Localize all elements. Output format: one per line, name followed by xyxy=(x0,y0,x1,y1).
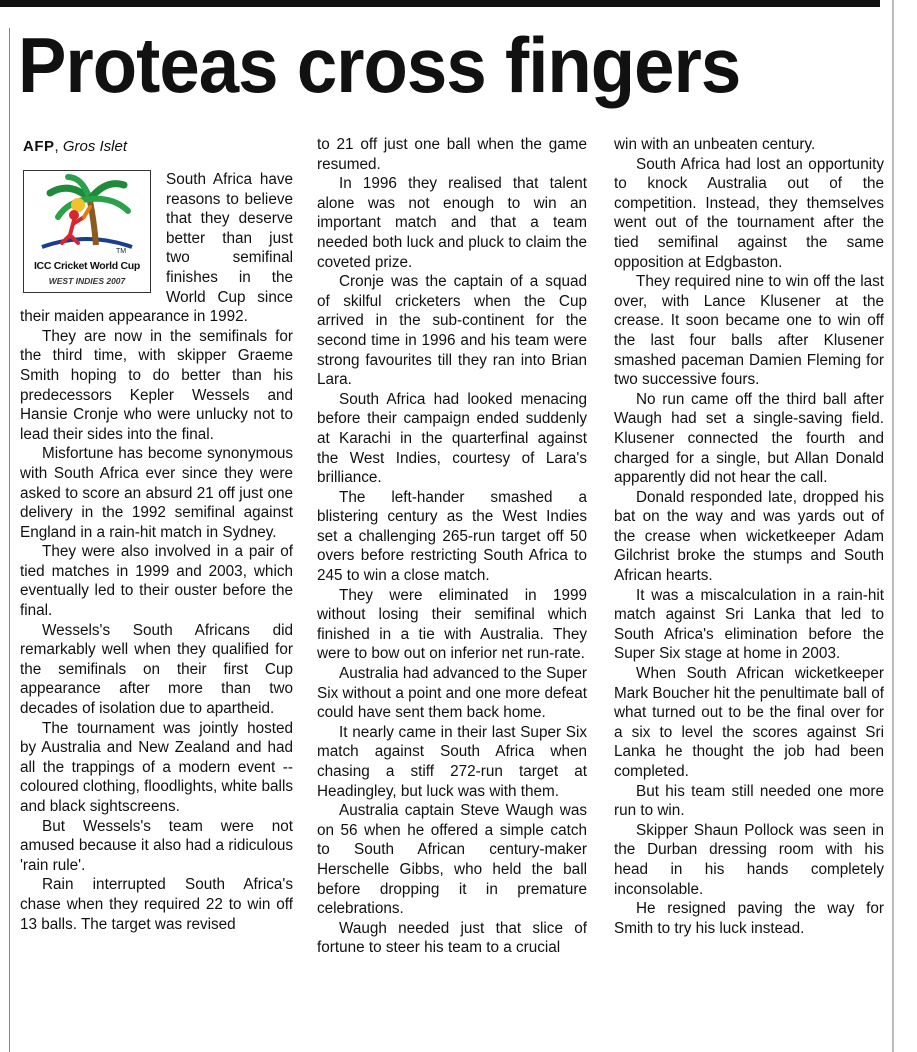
paragraph: They were eliminated in 1999 without losing their semifinal which finished in a tie with Australia. They were to bow out on inferior net run-rate. xyxy=(317,586,587,663)
paragraph: South Africa had looked menacing before their campaign ended suddenly at Karachi in the quarterfinal against the West Indies, courtesy of Lara's brilliance. xyxy=(317,390,587,487)
world-cup-logo xyxy=(23,170,151,293)
paragraph: Australia captain Steve Waugh was on 56 when he offered a simple catch to South African century-maker Herschelle Gibbs, who held the ball before dropping it in premature celebrations. xyxy=(317,802,587,918)
paragraph: Wessels's South Africans did remarkably well when they qualified for the semifinals on their first Cup appearance after more than two decades of isolation due to apartheid. xyxy=(20,621,293,718)
trademark-mark: TM xyxy=(116,248,127,255)
byline-place: Gros Islet xyxy=(62,138,128,155)
paragraph: Donald responded late, dropped his bat on the way and was yards out of the crease when wicketkeeper Adam Gilchrist broke the stumps and South African hearts. xyxy=(614,488,884,585)
paragraph: The left-hander smashed a blistering century as the West Indies set a challenging 265-run target off 50 overs before restricting South Africa to 245 to win a close match. xyxy=(317,488,587,585)
paragraph: Australia had advanced to the Super Six without a point and one more defeat could have sent them back home. xyxy=(317,665,587,722)
headline: Proteas cross fingers xyxy=(18,21,741,109)
paragraph: When South African wicketkeeper Mark Boucher hit the penultimate ball of what turned out to be the final over for a six to level the scores against Sri Lanka he thought the job had been completed. xyxy=(614,665,884,780)
paragraph: Misfortune has become synonymous with South Africa ever since they were asked to score an absurd 21 off just one delivery in the 1992 semifinal against England in a rain-hit match in Sydney. xyxy=(20,445,293,541)
palm-tree-batsman-icon xyxy=(24,171,150,257)
paragraph: It nearly came in their last Super Six match against South Africa when chasing a stiff 272-run target at Headingley, but luck was with them. xyxy=(317,723,587,800)
paragraph: But Wessels's team were not amused because it also had a ridiculous 'rain rule'. xyxy=(20,817,293,874)
paragraph: But his team still needed one more run to win. xyxy=(614,782,884,820)
paragraph: He resigned paving the way for Smith to try his luck instead. xyxy=(614,900,884,937)
paragraph: Waugh needed just that slice of fortune to steer his team to a crucial xyxy=(317,919,587,957)
article-column-2 xyxy=(317,135,587,1052)
paragraph: In 1996 they realised that talent alone was not enough to win an important match and that a team needed both luck and pluck to claim the coveted prize. xyxy=(317,175,587,271)
paragraph: No run came off the third ball after Waugh had set a single-saving field. Klusener connected the fourth and charged for a single, but Allan Donald apparently did not hear the call. xyxy=(614,390,884,487)
article-column-3 xyxy=(614,135,884,1052)
paragraph: They were also involved in a pair of tied matches in 1999 and 2003, which eventually led to their ouster before the final. xyxy=(20,543,293,620)
left-column-rule xyxy=(9,28,10,1052)
paragraph: Rain interrupted South Africa's chase when they required 22 to win off 13 balls. The target was revised xyxy=(20,876,293,933)
top-rule xyxy=(0,0,880,7)
article-column-1 xyxy=(20,135,293,1052)
right-edge-rule xyxy=(892,0,894,1052)
logo-subtitle: WEST INDIES 2007 xyxy=(48,276,126,286)
paragraph: It was a miscalculation in a rain-hit match against Sri Lanka that led to South Africa's elimination before the Super Six stage at home in 2003. xyxy=(614,586,884,663)
paragraph: The tournament was jointly hosted by Australia and New Zealand and had all the trappings of a modern event -- coloured clothing, floodlights, white balls and black sightscreens. xyxy=(20,719,293,815)
paragraph: South Africa had lost an opportunity to knock Australia out of the competition. Instead, they themselves went out of the tournament after the tied semifinal against the same opposition at Edgbaston. xyxy=(614,155,884,271)
paragraph: Cronje was the captain of a squad of skilful cricketers when the Cup arrived in the sub-continent for the second time in 1996 and his team were strong favourites till they ran into Brian Lara. xyxy=(317,273,587,389)
paragraph: Skipper Shaun Pollock was seen in the Durban dressing room with his head in his hands completely inconsolable. xyxy=(614,821,884,898)
paragraph: They are now in the semifinals for the third time, with skipper Graeme Smith hoping to do better than his predecessors Kepler Wessels and Hansie Cronje who were unlucky not to lead their sides into the final. xyxy=(20,327,293,443)
paragraph: They required nine to win off the last over, with Lance Klusener at the crease. It soon became one to win off the last four balls after Klusener smashed paceman Damien Fleming for two successive fours. xyxy=(614,273,884,389)
byline: AFP, Gros Islet xyxy=(23,138,128,155)
paragraph: South Africa have reasons to believe that they deserve better than just two semifinal finishes in the World Cup since their maiden appearance in 1992. xyxy=(20,171,293,326)
byline-agency: AFP xyxy=(23,138,55,155)
paragraph: to 21 off just one ball when the game resumed. xyxy=(317,136,587,173)
paragraph: win with an unbeaten century. xyxy=(614,136,816,153)
logo-title: ICC Cricket World Cup xyxy=(33,260,141,272)
